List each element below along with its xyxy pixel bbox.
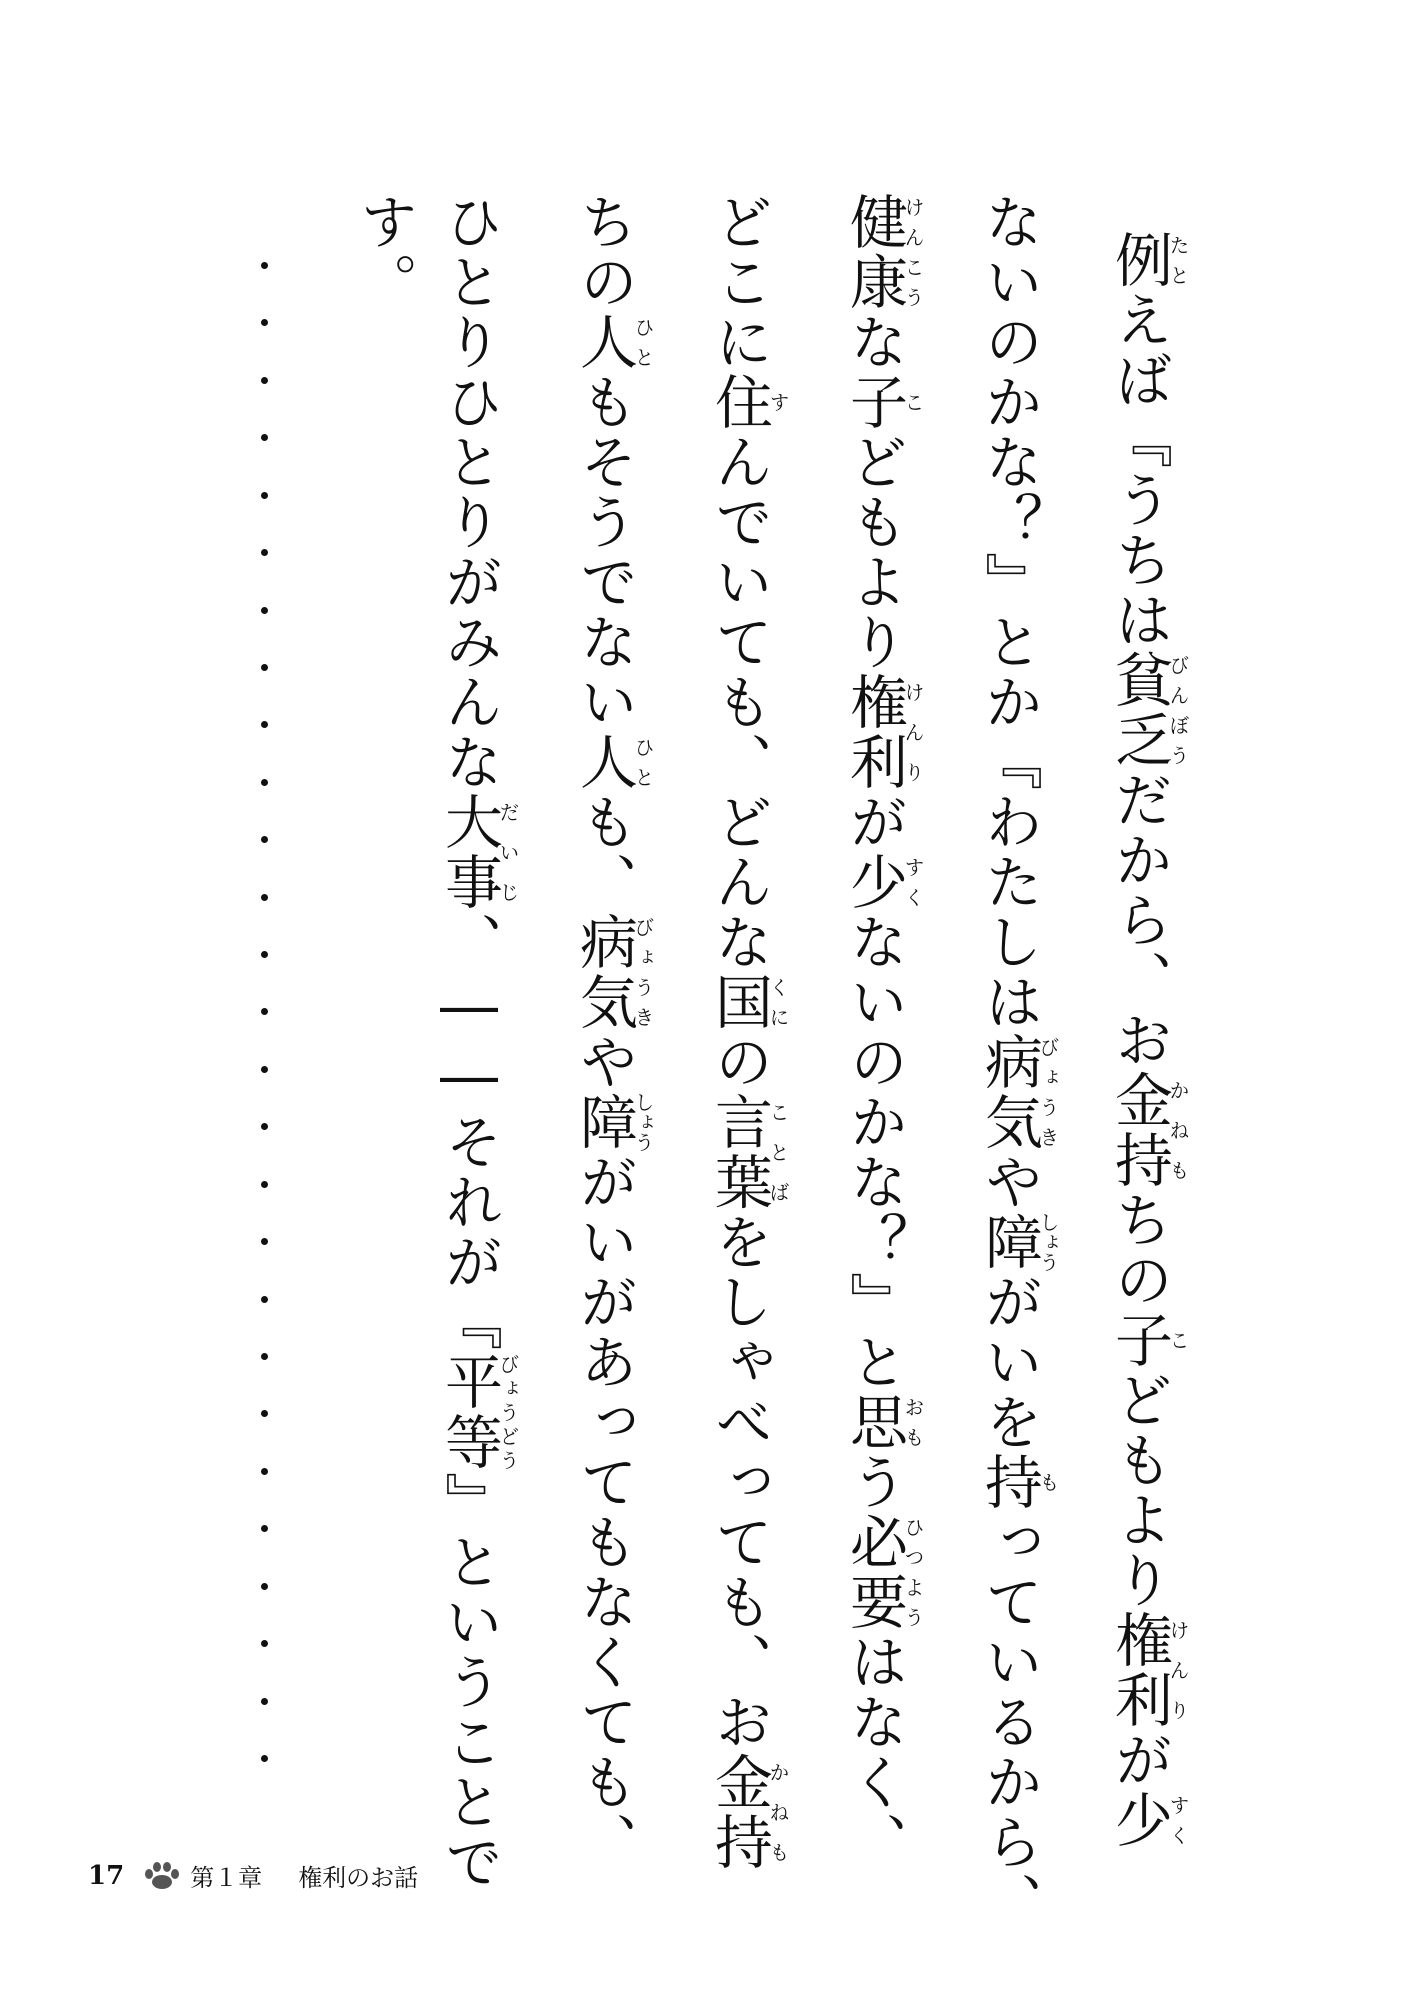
paw-icon xyxy=(142,1861,182,1891)
dot-leader xyxy=(256,262,272,1762)
ruby-word: 必要ひつよう xyxy=(840,1512,925,1632)
leader-dot xyxy=(261,1066,268,1073)
ruby-word: 例たと xyxy=(1105,230,1190,290)
ruby-word: 少すく xyxy=(1105,1790,1190,1850)
page-number: 17 xyxy=(88,1860,125,1891)
leader-dot xyxy=(261,1238,268,1245)
ruby-word: 権利けんり xyxy=(840,672,925,792)
ruby-word: 病気びょうき xyxy=(975,1032,1060,1152)
leader-dot xyxy=(261,664,268,671)
text-line-1: 例たとえば『うちは貧乏びんぼうだから、お金持かねもちの子こどもより権利けんりが少すく xyxy=(1105,230,1190,1850)
leader-dot xyxy=(261,1353,268,1360)
ruby-word: 大事だいじ xyxy=(435,792,520,912)
chapter-label: 第１章 xyxy=(190,1864,263,1892)
leader-dot xyxy=(261,377,268,384)
ruby-word: 病気びょうき xyxy=(570,912,655,1032)
ruby-word: 子こ xyxy=(1105,1310,1190,1370)
leader-dot xyxy=(261,607,268,614)
ruby-word: 障しょう xyxy=(570,1092,655,1152)
ruby-word: 少すく xyxy=(840,852,925,912)
ruby-word: 言葉ことば xyxy=(705,1092,790,1212)
leader-dot xyxy=(261,1525,268,1532)
leader-dot xyxy=(261,319,268,326)
text-line-6: ひとりひとりがみんな大事だいじ、――それが『平等びょうどう』ということで xyxy=(435,192,520,1892)
ruby-word: 金持かねも xyxy=(705,1752,790,1872)
leader-dot xyxy=(261,836,268,843)
ruby-word: 金持かねも xyxy=(1105,1070,1190,1190)
leader-dot xyxy=(261,721,268,728)
page-footer xyxy=(88,1858,418,1893)
ruby-word: 持も xyxy=(975,1452,1060,1512)
leader-dot xyxy=(261,1698,268,1705)
ruby-word: 人ひと xyxy=(570,312,655,372)
leader-dot xyxy=(261,1410,268,1417)
ruby-word: 住す xyxy=(705,372,790,432)
ruby-word: 権利けんり xyxy=(1105,1610,1190,1730)
leader-dot xyxy=(261,1008,268,1015)
text-line-5: ちの人ひともそうでない人ひとも、病気びょうきや障しょうがいがあってもなくても、 xyxy=(570,192,655,1872)
leader-dot xyxy=(261,434,268,441)
ruby-word: 平等びょうどう xyxy=(435,1352,520,1472)
leader-dot xyxy=(261,951,268,958)
ruby-word: 人ひと xyxy=(570,732,655,792)
text-line-4: どこに住すんでいても、どんな国くにの言葉ことばをしゃべっても、お金持かねも xyxy=(705,192,790,1872)
text-line-3: 健康けんこうな子こどもより権利けんりが少すくないのかな？』と思おもう必要ひつようはなく、 xyxy=(840,192,925,1872)
leader-dot xyxy=(261,1296,268,1303)
ruby-word: 思おも xyxy=(840,1392,925,1452)
text-line-2: ないのかな？』とか『わたしは病気びょうきや障しょうがいを持もっているから、 xyxy=(975,192,1060,1932)
ruby-word: 子こ xyxy=(840,372,925,432)
leader-dot xyxy=(261,1123,268,1130)
leader-dot xyxy=(261,1468,268,1475)
leader-dot xyxy=(261,492,268,499)
leader-dot xyxy=(261,1583,268,1590)
leader-dot xyxy=(261,1181,268,1188)
text-line-7: す。 xyxy=(350,192,418,312)
ruby-word: 障しょう xyxy=(975,1212,1060,1272)
leader-dot xyxy=(261,779,268,786)
leader-dot xyxy=(261,1640,268,1647)
leader-dot xyxy=(261,549,268,556)
leader-dot xyxy=(261,894,268,901)
chapter-title: 権利のお話 xyxy=(298,1864,419,1892)
leader-dot xyxy=(261,262,268,269)
ruby-word: 健康けんこう xyxy=(840,192,925,312)
ruby-word: 国くに xyxy=(705,972,790,1032)
ruby-word: 貧乏びんぼう xyxy=(1105,650,1190,770)
leader-dot xyxy=(261,1755,268,1762)
